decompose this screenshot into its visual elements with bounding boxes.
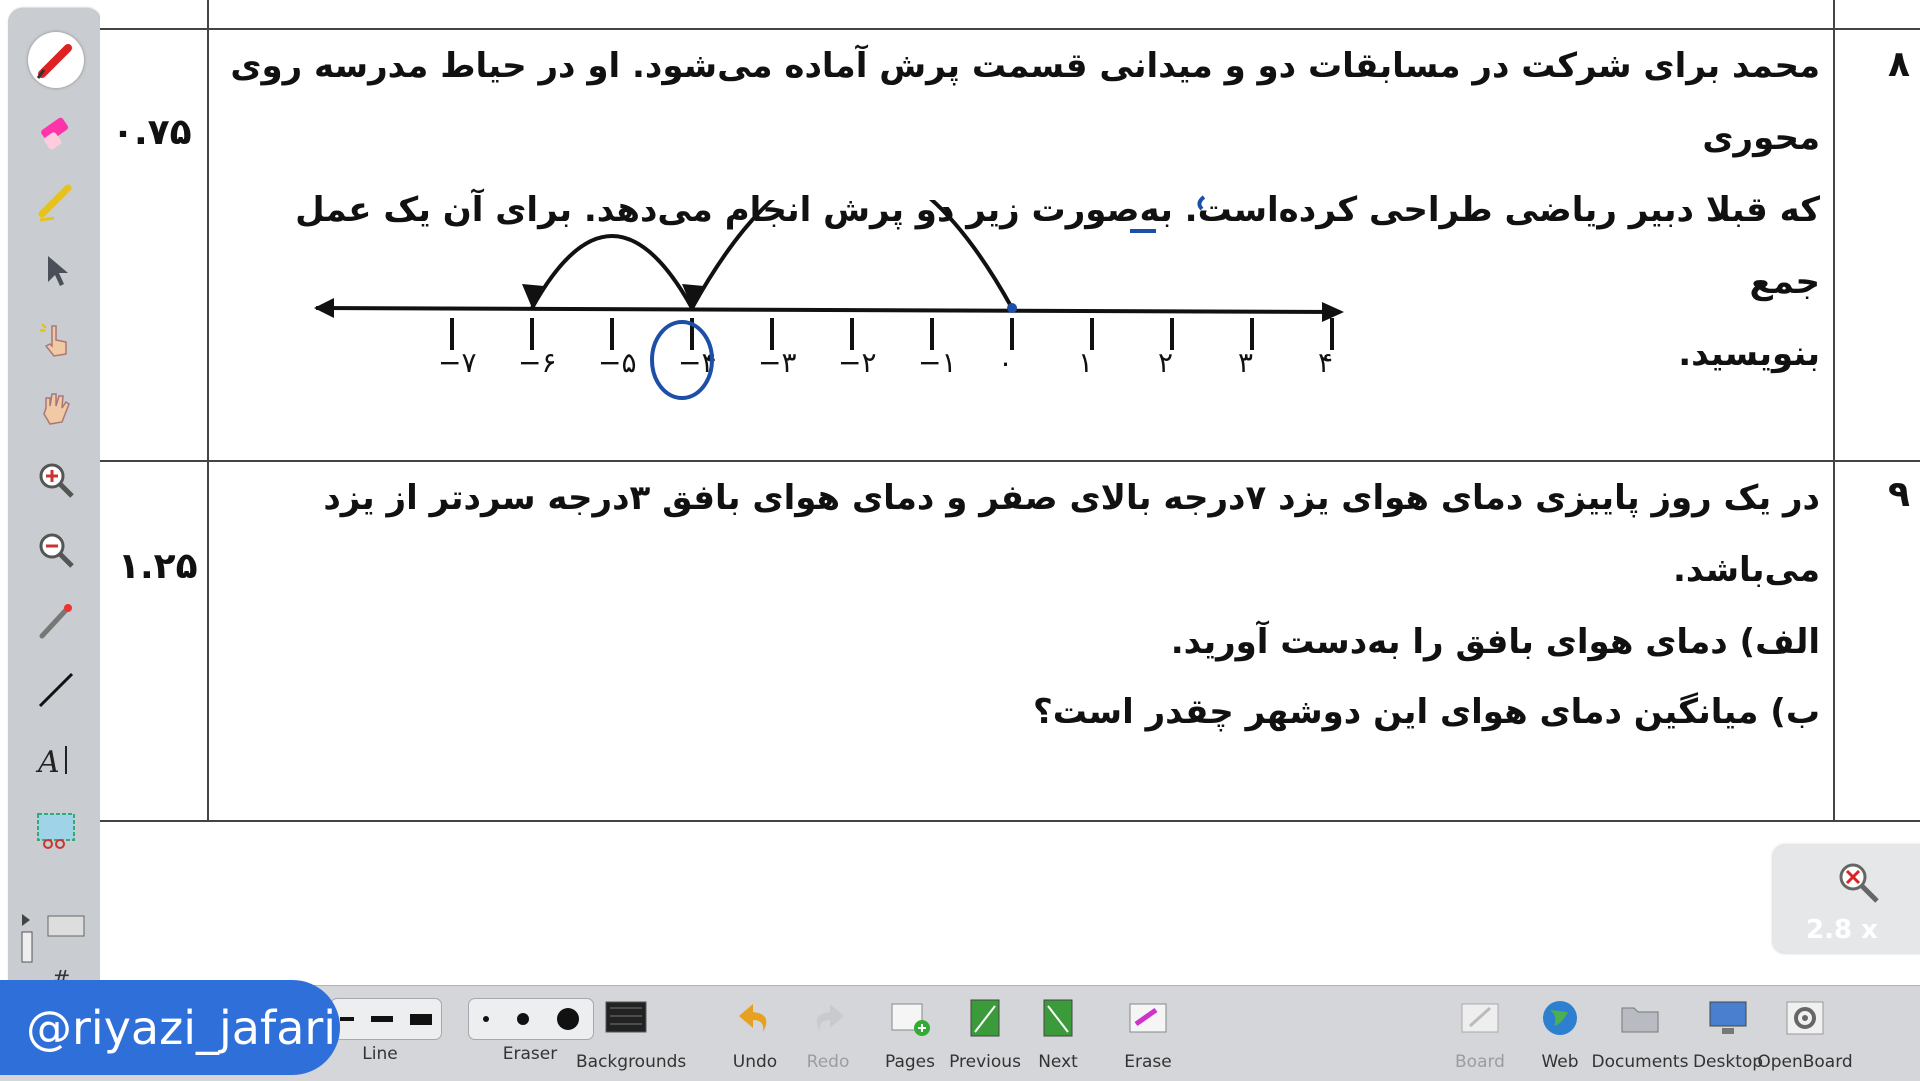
text-tool-icon[interactable] [28,732,84,788]
number-line-tick-label: −۳ [758,346,797,379]
erase-icon [1098,992,1198,1044]
line-label: Line [362,1044,398,1064]
next-button[interactable] [1008,992,1108,1072]
question-part-b: ب) میانگین دمای هوای این دوشهر چقدر است؟ [1032,692,1820,732]
number-line-tick-label: −۲ [838,346,877,379]
line-width-medium[interactable] [371,1016,393,1022]
number-line-axis [316,308,1340,312]
backgrounds-button[interactable] [576,992,687,1072]
highlighter-icon[interactable] [28,172,84,228]
arrow-select-icon[interactable] [28,242,84,298]
left-toolbar [8,8,100,998]
gear-icon [1755,992,1855,1044]
number-line-tick-label: ۴ [1318,346,1334,379]
erase-label: Erase [1124,1052,1172,1072]
number-line-tick-label: −۷ [438,346,477,379]
table-border [100,820,1920,822]
board-label: Board [1455,1052,1505,1072]
laser-pointer-icon[interactable] [28,592,84,648]
pages-label: Pages [884,1052,935,1072]
zoom-in-icon[interactable] [28,452,84,508]
pointer-hand-icon[interactable] [28,312,84,368]
documents-label: Documents [1591,1052,1689,1072]
number-line-tick-label: −۵ [598,346,637,379]
eraser-size-medium[interactable] [517,1013,529,1025]
table-border [1833,0,1835,822]
desktop-label: Desktop [1692,1052,1764,1072]
question-line: محمد برای شرکت در مسابقات دو و میدانی قسمت پرش آماده می‌شود. او در حیاط مدرسه روی محوری [230,46,1820,158]
number-line [300,200,1360,410]
question-line: الف) دمای هوای بافق را به‌دست آورید. [1170,622,1820,662]
pen-icon[interactable] [28,32,84,88]
number-line-tick-label: ۳ [1238,346,1254,379]
zoom-indicator[interactable] [1773,845,1920,953]
question-line: در یک روز پاییزی دمای هوای یزد ۷درجه بالای صفر و دمای هوای بافق ۳درجه سردتر از یزد می‌باشد. [323,478,1820,590]
documents-button[interactable] [1590,992,1690,1072]
jump-arc [532,236,692,308]
next-label: Next [1038,1052,1078,1072]
start-dot [1007,303,1017,313]
folder-icon [1590,992,1690,1044]
number-line-tick-label: −۱ [918,346,957,379]
line-tool-icon[interactable] [28,662,84,718]
svg-text:A: A [38,745,60,780]
channel-watermark [0,980,340,1075]
number-line-tick-label: −۶ [518,346,557,379]
eraser-size-small[interactable] [483,1016,489,1022]
undo-label: Undo [732,1052,778,1072]
openboard-button[interactable] [1755,992,1855,1072]
line-width-thin[interactable] [340,1017,354,1021]
openboard-label: OpenBoard [1757,1052,1853,1072]
line-width-selector[interactable] [330,998,442,1040]
jump-arc [692,200,1012,308]
erase-button[interactable] [1098,992,1198,1072]
web-label: Web [1541,1052,1579,1072]
number-line-tick-label: −۴ [678,346,717,379]
document-page [100,0,1920,985]
question-text [220,462,1820,678]
zoom-level: 2.8 x [1806,915,1878,945]
question-number: ۹ [1888,474,1910,515]
next-page-icon [1008,992,1108,1044]
zoom-out-icon[interactable] [28,522,84,578]
watermark-text: @riyazi_jafari [26,1000,337,1055]
number-line-tick-label: ۰ [998,346,1014,379]
backgrounds-label: Backgrounds [576,1052,687,1072]
question-line: بنویسید. [1678,334,1820,374]
zoom-reset-icon[interactable] [1833,857,1885,909]
number-line-tick-label: ۲ [1158,346,1174,379]
line-width-thick[interactable] [410,1014,432,1025]
eraser-icon[interactable] [28,102,84,158]
eraser-label: Eraser [502,1044,558,1064]
previous-label: Previous [949,1052,1021,1072]
number-line-tick-label: ۱ [1078,346,1094,379]
table-border [207,0,209,822]
capture-icon[interactable] [28,802,84,858]
redo-label: Redo [806,1052,850,1072]
question-number: ۸ [1888,44,1910,85]
left-arrow-head [314,298,334,318]
backgrounds-icon [576,992,676,1044]
question-line: که قبلا دبیر ریاضی طراحی کرده‌است. به‌صورت زیر دو پرش انجام می‌دهد. برای آن یک عمل جمع [295,190,1820,302]
question-score: ۰.۷۵ [112,112,192,153]
question-score: ۱.۲۵ [118,546,198,587]
pan-hand-icon[interactable] [28,382,84,438]
